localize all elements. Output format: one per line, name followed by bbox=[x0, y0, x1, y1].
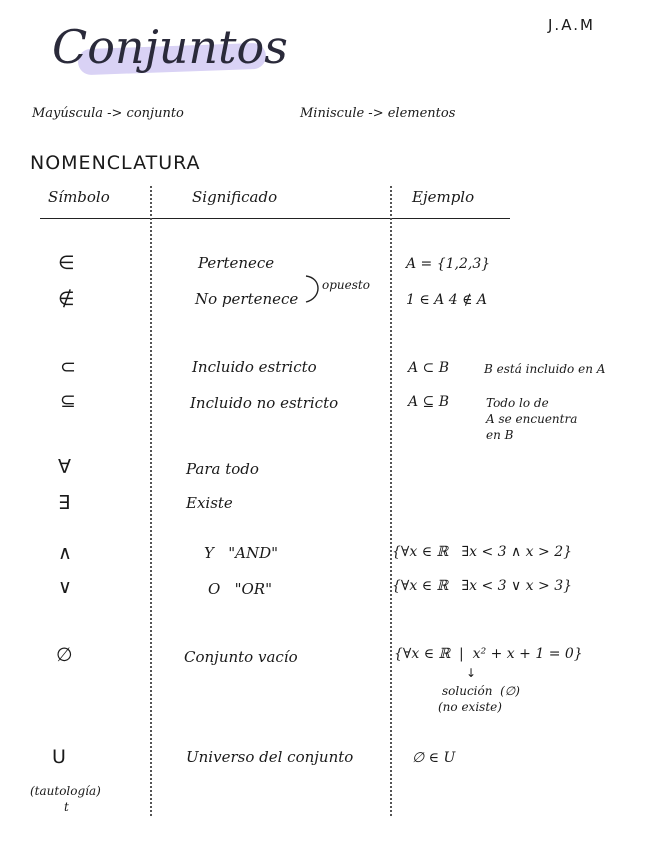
opposite-note: opuesto bbox=[322, 278, 370, 292]
section-heading: NOMENCLATURA bbox=[30, 152, 201, 174]
column-divider-2 bbox=[390, 186, 392, 816]
column-header-symbol: Símbolo bbox=[48, 188, 110, 206]
note-strict-subset: B está incluido en A bbox=[484, 362, 606, 376]
meaning-and: Y "AND" bbox=[204, 544, 278, 562]
meaning-subset: Incluido no estricto bbox=[190, 394, 339, 412]
meaning-belongs: Pertenece bbox=[198, 254, 275, 272]
meaning-exists: Existe bbox=[186, 494, 233, 512]
example-universe: ∅ ∈ U bbox=[412, 750, 456, 766]
note-lowercase: Miniscule -> elementos bbox=[300, 106, 456, 121]
symbol-or: ∨ bbox=[58, 576, 72, 598]
symbol-belongs: ∈ bbox=[58, 252, 75, 274]
note-empty-set-line1: solución (∅) bbox=[442, 684, 520, 698]
symbol-not-belongs: ∉ bbox=[58, 288, 75, 310]
symbol-exists: ∃ bbox=[58, 492, 71, 514]
author-initials: J.A.M bbox=[548, 16, 595, 34]
note-subset-line3: en B bbox=[486, 428, 514, 442]
symbol-and: ∧ bbox=[58, 542, 72, 564]
opposite-bracket bbox=[302, 272, 324, 306]
example-and: {∀x ∈ ℝ ∃x < 3 ∧ x > 2} bbox=[392, 544, 573, 560]
symbol-universe: U bbox=[52, 746, 66, 768]
column-header-meaning: Significado bbox=[192, 188, 278, 206]
header-underline bbox=[40, 218, 510, 219]
example-subset: A ⊆ B bbox=[408, 394, 450, 410]
example-or: {∀x ∈ ℝ ∃x < 3 ∨ x > 3} bbox=[392, 578, 573, 594]
example-not-belongs: 1 ∈ A 4 ∉ A bbox=[406, 292, 488, 308]
meaning-not-belongs: No pertenece bbox=[195, 290, 299, 308]
universe-sub-line1: (tautología) bbox=[30, 784, 101, 798]
column-header-example: Ejemplo bbox=[412, 188, 475, 206]
symbol-strict-subset: ⊂ bbox=[60, 356, 76, 378]
note-uppercase: Mayúscula -> conjunto bbox=[32, 106, 184, 121]
meaning-for-all: Para todo bbox=[186, 460, 259, 478]
note-empty-set-line2: (no existe) bbox=[438, 700, 502, 714]
note-subset-line2: A se encuentra bbox=[486, 412, 578, 426]
example-belongs: A = {1,2,3} bbox=[406, 256, 491, 272]
arrow-down-icon: ↓ bbox=[466, 666, 477, 680]
symbol-subset: ⊆ bbox=[60, 390, 76, 412]
example-empty-set: {∀x ∈ ℝ | x² + x + 1 = 0} bbox=[394, 646, 583, 662]
example-strict-subset: A ⊂ B bbox=[408, 360, 450, 376]
meaning-or: O "OR" bbox=[208, 580, 272, 598]
universe-sub-line2: t bbox=[64, 800, 69, 814]
note-subset-line1: Todo lo de bbox=[486, 396, 549, 410]
meaning-empty-set: Conjunto vacío bbox=[184, 648, 298, 666]
symbol-empty-set: ∅ bbox=[56, 644, 73, 666]
meaning-universe: Universo del conjunto bbox=[186, 748, 354, 766]
page-title: Conjuntos bbox=[52, 20, 288, 74]
meaning-strict-subset: Incluido estricto bbox=[192, 358, 317, 376]
column-divider-1 bbox=[150, 186, 152, 816]
symbol-for-all: ∀ bbox=[58, 456, 71, 478]
